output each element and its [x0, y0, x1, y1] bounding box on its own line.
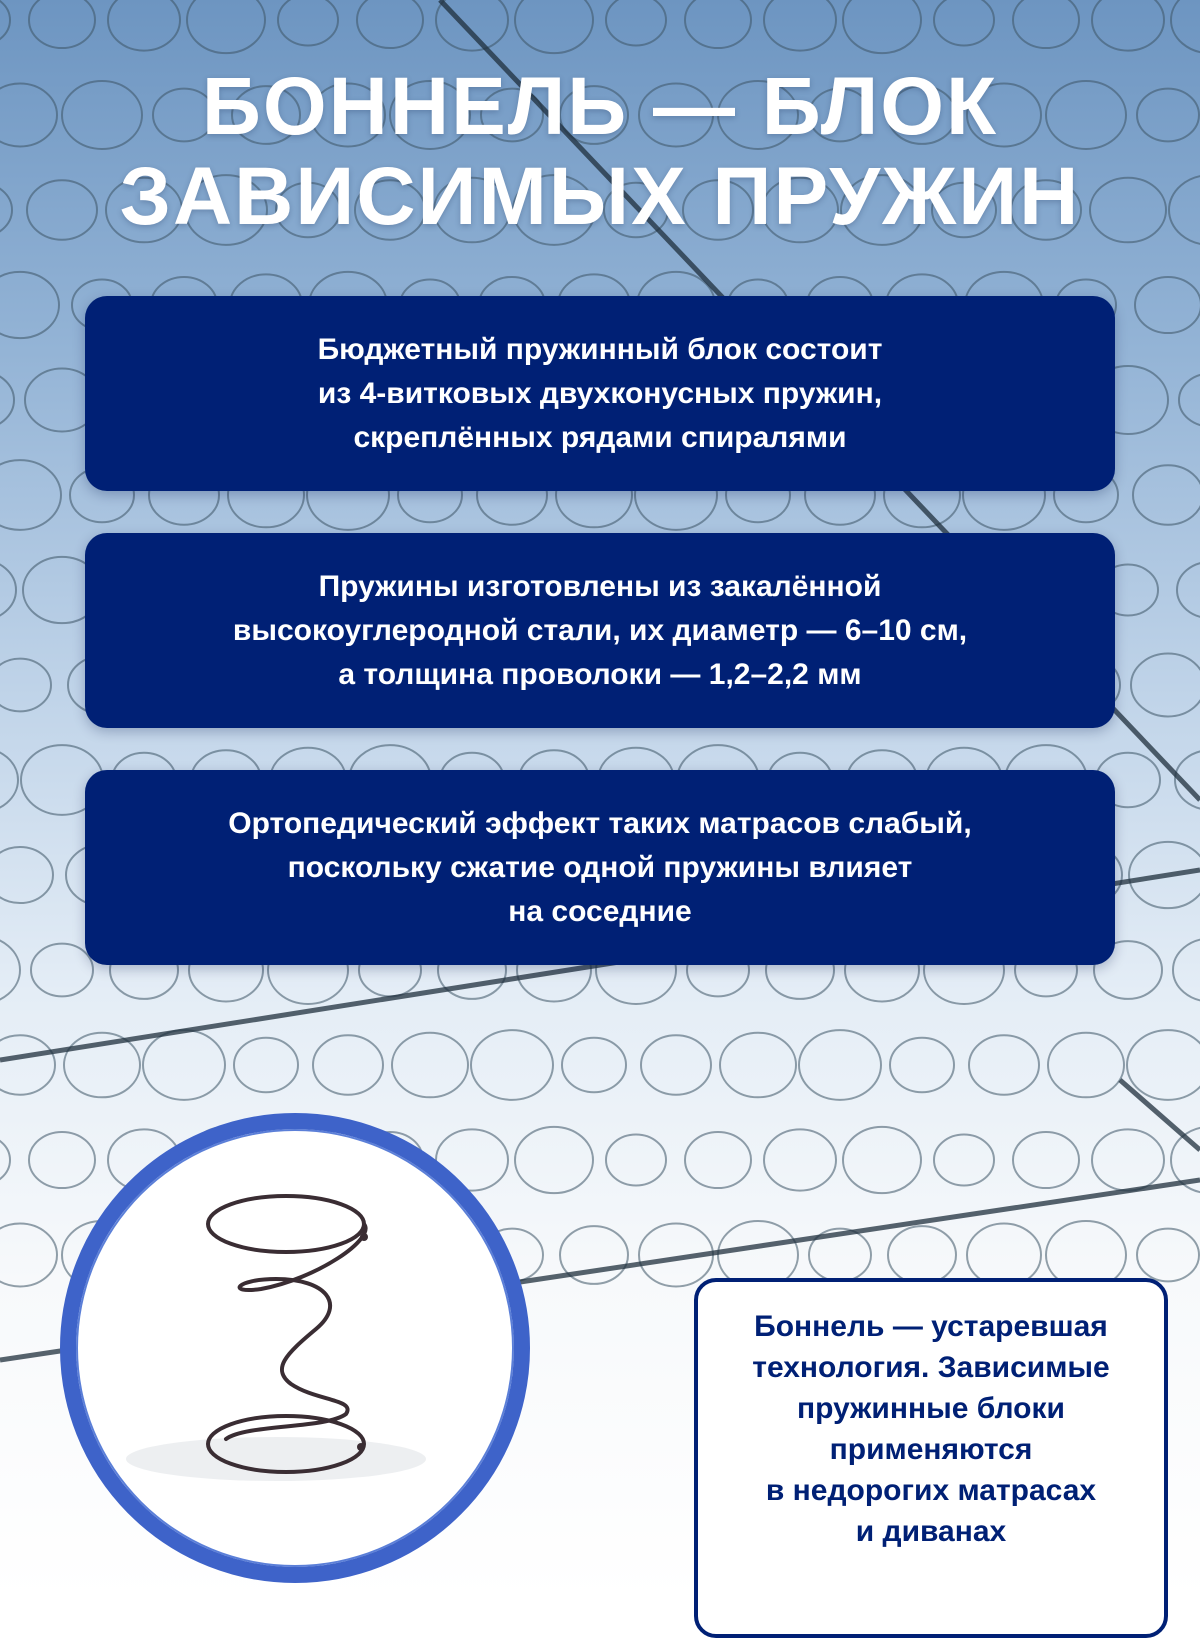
spring-coil-decoration — [685, 0, 751, 48]
spring-coil-decoration — [1179, 374, 1200, 427]
spring-coil-decoration — [1137, 1229, 1199, 1282]
spring-coil-decoration — [29, 0, 95, 48]
spring-coil-decoration — [969, 1035, 1039, 1095]
spring-coil-decoration — [1013, 1132, 1079, 1188]
page-title-text: БОННЕЛЬ — БЛОК ЗАВИСИМЫХ ПРУЖИН — [119, 61, 1081, 242]
spring-coil-decoration — [888, 1226, 956, 1284]
spring-coil-decoration — [1131, 654, 1200, 717]
info-card-orthopedic-effect — [85, 770, 1115, 965]
spring-coil-decoration — [0, 659, 51, 712]
spring-coil-decoration — [0, 847, 53, 903]
spring-coil-decoration — [641, 1035, 711, 1095]
spring-coil-decoration — [0, 1135, 10, 1186]
spring-coil-decoration — [0, 371, 14, 429]
spring-coil-decoration — [1127, 1030, 1200, 1100]
spring-coil-decoration — [1171, 0, 1200, 53]
spring-coil-decoration — [357, 0, 423, 48]
spring-coil-decoration — [143, 1030, 225, 1100]
spring-coil-decoration — [0, 1035, 55, 1095]
spring-coil-decoration — [0, 1224, 57, 1287]
single-spring-image — [60, 1113, 530, 1583]
spring-coil-decoration — [934, 0, 994, 46]
spring-coil-decoration — [515, 0, 593, 53]
spring-coil-decoration — [685, 1132, 751, 1188]
spring-coil-decoration — [471, 1030, 553, 1100]
spring-coil-decoration — [764, 0, 836, 51]
spring-coil-decoration — [890, 1038, 954, 1092]
spring-coil-decoration — [187, 0, 265, 53]
bonnell-spring-icon — [76, 1129, 514, 1567]
note-text: Боннель — устаревшая технология. Зависимые пружинные блоки применяются в недорогих матрасах и диванах — [752, 1310, 1110, 1548]
spring-coil-decoration — [0, 0, 10, 46]
spring-coil-decoration — [606, 1135, 666, 1186]
info-card-text: Бюджетный пружинный блок состоит из 4-витковых двухконусных пружин, скреплённых рядами спиралями — [317, 332, 883, 454]
spring-coil-decoration — [562, 1038, 626, 1092]
spring-coil-decoration — [764, 1129, 836, 1190]
spring-coil-decoration — [0, 748, 18, 813]
spring-coil-decoration — [1092, 1129, 1164, 1190]
spring-coil-decoration — [720, 1033, 796, 1098]
info-card-text: Ортопедический эффект таких матрасов слабый, поскольку сжатие одной пружины влияет на соседние — [228, 806, 972, 928]
spring-coil-decoration — [313, 1035, 383, 1095]
spring-coil-decoration — [843, 0, 921, 53]
spring-coil-decoration — [515, 1127, 593, 1193]
spring-coil-decoration — [1092, 0, 1164, 51]
spring-coil-decoration — [1133, 465, 1200, 525]
spring-coil-decoration — [0, 936, 20, 1004]
spring-coil-decoration — [108, 0, 180, 51]
spring-coil-decoration — [0, 460, 61, 530]
spring-coil-decoration — [799, 1030, 881, 1100]
spring-coil-decoration — [1177, 562, 1200, 618]
spring-coil-decoration — [843, 1127, 921, 1193]
info-card-budget-block — [85, 296, 1115, 491]
spring-coil-decoration — [0, 272, 59, 338]
spring-coil-decoration — [31, 944, 93, 997]
spring-coil-decoration — [234, 1038, 298, 1092]
info-card-steel-specs — [85, 533, 1115, 728]
page-title — [0, 62, 1200, 242]
outdated-technology-note — [694, 1278, 1168, 1638]
spring-coil-decoration — [967, 1224, 1041, 1287]
spring-coil-decoration — [1048, 1033, 1124, 1098]
spring-coil-decoration — [278, 0, 338, 46]
spring-coil-decoration — [1173, 939, 1200, 1002]
spring-coil-decoration — [1013, 0, 1079, 48]
info-card-text: Пружины изготовлены из закалённой высокоуглеродной стали, их диаметр — 6–10 см, а толщина проволоки — 1,2–2,2 мм — [232, 569, 968, 691]
spring-coil-decoration — [1135, 277, 1200, 333]
spring-coil-decoration — [0, 559, 16, 620]
spring-coil-decoration — [606, 0, 666, 46]
spring-coil-decoration — [934, 1135, 994, 1186]
spring-coil-decoration — [392, 1033, 468, 1098]
